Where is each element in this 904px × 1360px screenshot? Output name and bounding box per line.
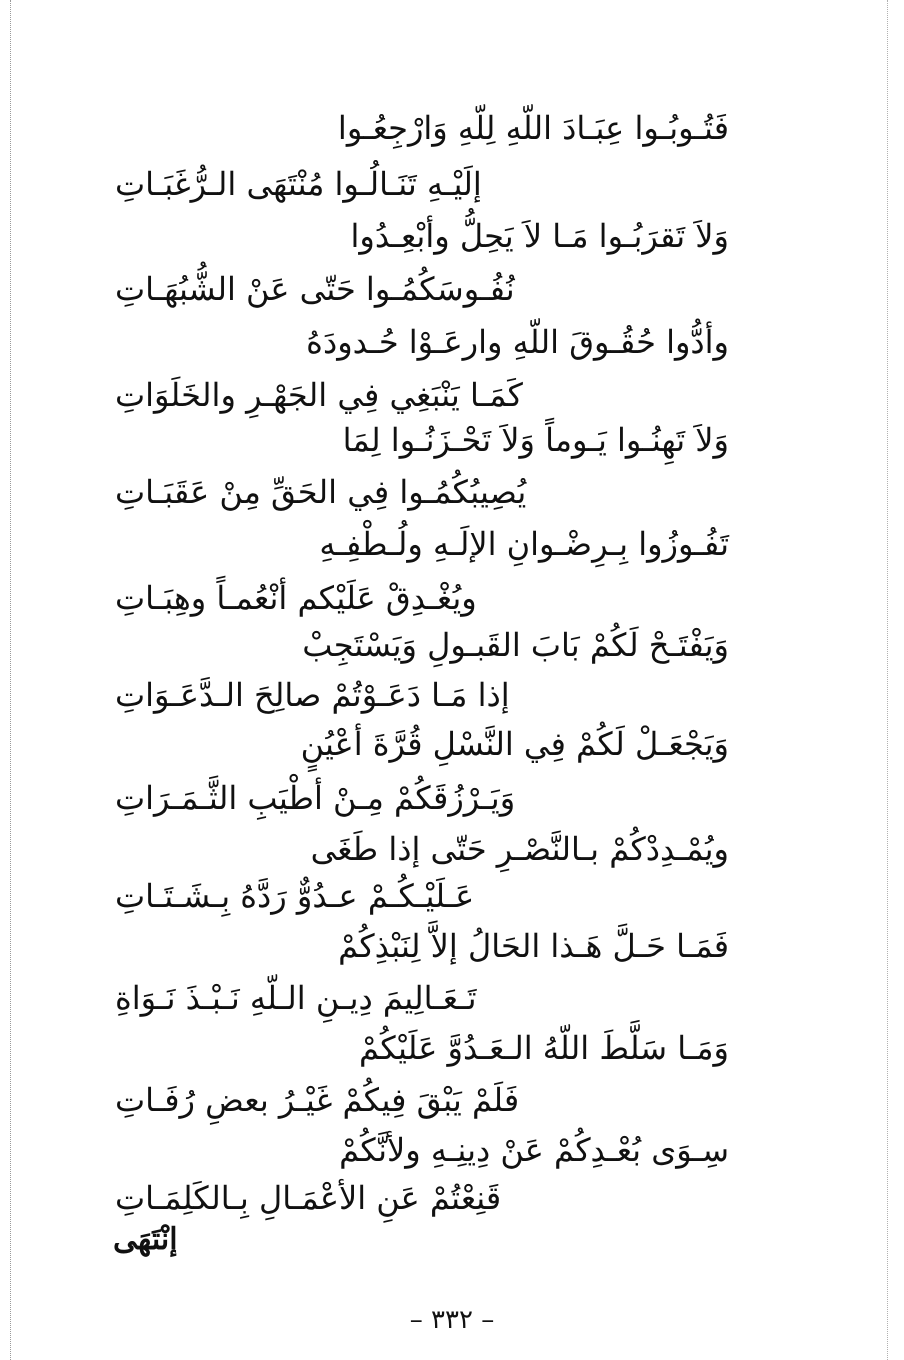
poem-line: فَتُـوبُـوا عِبَـادَ اللّهِ لِلّهِ وَارْجِعُـوا bbox=[337, 109, 729, 147]
poem-line: كَمَـا يَنْبَغِي فِي الجَهْـرِ والخَلَوَاتِ bbox=[115, 376, 523, 414]
poem-line: وَيَجْعَـلْ لَكُمْ فِي النَّسْلِ قُرَّةَ أعْيُنٍ bbox=[300, 725, 729, 763]
scan-margin-left bbox=[10, 0, 11, 1360]
poem-line: قَنِعْتُمْ عَنِ الأعْمَـالِ بِـالكَلِمَـاتِ bbox=[115, 1179, 502, 1217]
poem-ending: إنْتَهَى bbox=[113, 1222, 178, 1257]
page-number: – ٣٣٢ – bbox=[409, 1305, 495, 1335]
poem-line: إذا مَـا دَعَـوْتُمْ صالِحَ الـدَّعَـوَاتِ bbox=[115, 676, 510, 714]
poem-line: وَلاَ تَهِنُـوا يَـوماً وَلاَ تَحْـزَنُـوا لِمَا bbox=[342, 421, 729, 459]
poem-line: عَـلَيْـكُـمْ عـدُوٌّ رَدَّهُ بِـشَـتَـاتِ bbox=[115, 877, 475, 915]
poem-line: إلَيْـهِ تَنَـالُـوا مُنْتَهَى الـرُّغَبَـاتِ bbox=[115, 165, 482, 203]
scan-margin-right bbox=[887, 0, 888, 1360]
poem-line: سِـوَى بُعْـدِكُمْ عَنْ دِينِـهِ ولأنَّكُمْ bbox=[339, 1131, 729, 1169]
poem-line: فَمَـا حَـلَّ هَـذا الحَالُ إلاَّ لِنَبْذِكُمْ bbox=[338, 927, 729, 965]
poem-line: ويُمْـدِدْكُمْ بـالنَّصْـرِ حَتّى إذا طَغَى bbox=[310, 830, 729, 868]
poem-line: فَلَمْ يَبْقَ فِيكُمْ غَيْـرُ بعضِ رُفَـاتِ bbox=[115, 1081, 520, 1119]
poem-line: وأدُّوا حُقُـوقَ اللّهِ وارعَـوْا حُـدودَهُ bbox=[306, 323, 729, 361]
poem-line: تَفُـوزُوا بِـرِضْـوانِ الإلَـهِ ولُـطْفِـهِ bbox=[319, 525, 729, 563]
poem-line: وَيَفْتَـحْ لَكُمْ بَابَ القَبـولِ وَيَسْتَجِبْ bbox=[302, 626, 729, 664]
poem-line: وَمَـا سَلَّطَ اللّهُ الـعَـدُوَّ عَلَيْكُمْ bbox=[359, 1029, 729, 1067]
poem-line: نُفُـوسَكُمُـوا حَتّى عَنْ الشُّبُهَـاتِ bbox=[115, 270, 515, 308]
poem-line: وَلاَ تَقرَبُـوا مَـا لاَ يَحِلُّ وأبْعِـدُوا bbox=[350, 217, 729, 255]
poem-line: وَيَـرْزُقَكُمْ مِـنْ أطْيَبِ الثَّـمَـرَاتِ bbox=[115, 779, 516, 817]
poem-line: ويُغْـدِقْ عَلَيْكم أنْعُمـاً وهِبَـاتِ bbox=[115, 579, 477, 617]
poem-line: يُصِيبُكُمُـوا فِي الحَقِّ مِنْ عَقَبَـاتِ bbox=[115, 473, 527, 511]
poem-line: تَـعَـالِيمَ دِيـنِ الـلّهِ نَـبْـذَ نَـوَاةِ bbox=[115, 979, 477, 1017]
